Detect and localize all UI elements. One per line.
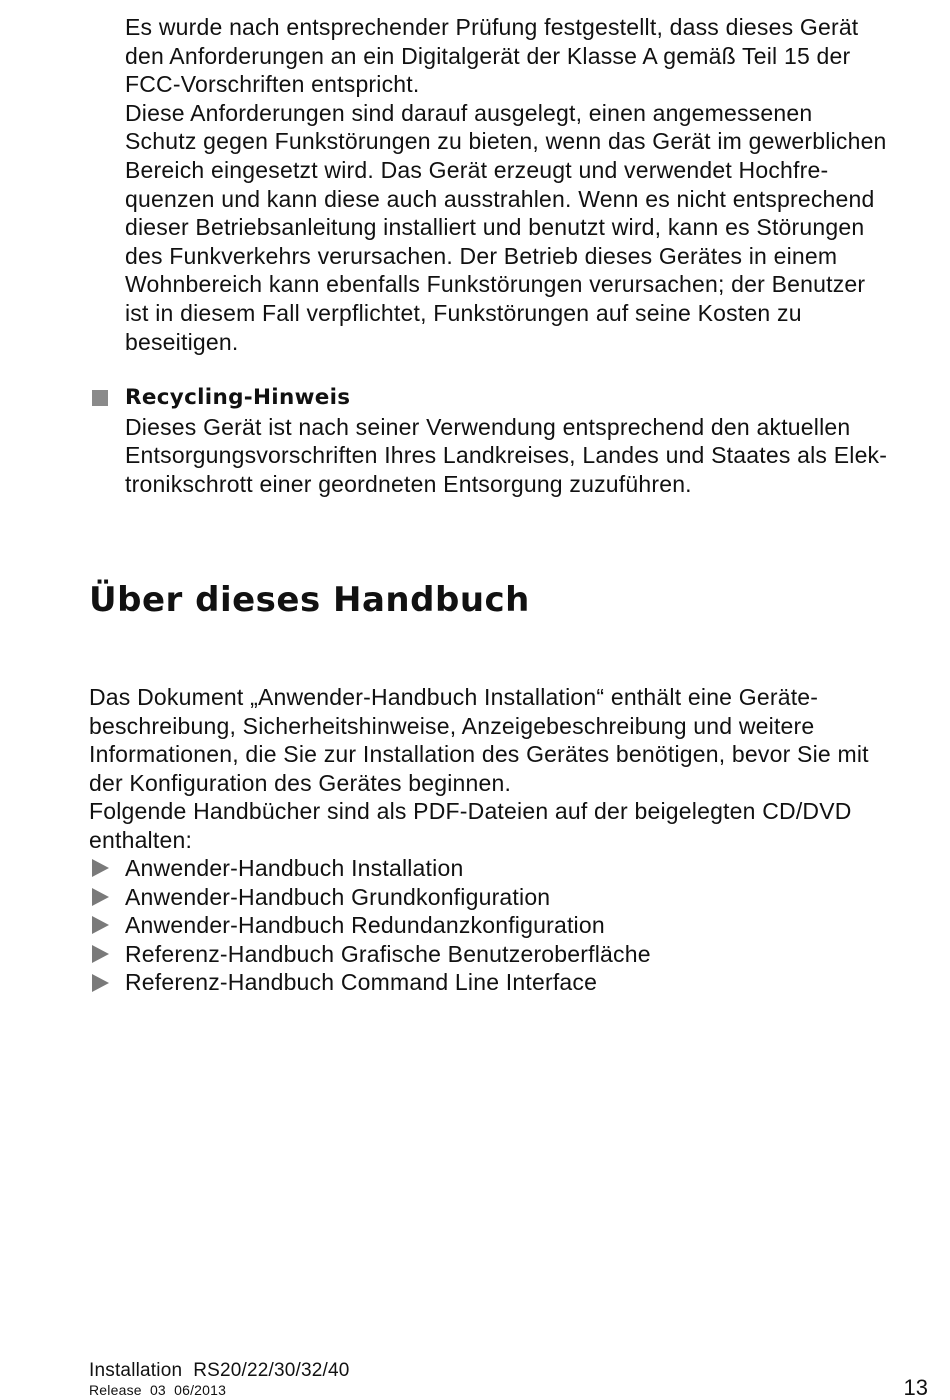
fcc-line: Diese Anforderungen sind darauf ausgelegt, einen angemessenen (125, 99, 813, 126)
triangle-bullet-icon (92, 945, 109, 963)
list-item (89, 854, 651, 883)
fcc-line: beseitigen. (125, 328, 239, 355)
fcc-notice (125, 13, 930, 356)
manual-title: Anwender-Handbuch Redundanzkonfiguration (125, 912, 605, 939)
manual-title: Referenz-Handbuch Command Line Interface (125, 969, 598, 996)
triangle-bullet-icon (92, 974, 109, 992)
page-number: 13 (903, 1375, 928, 1400)
list-item (89, 940, 651, 969)
section-title: Über dieses Handbuch (89, 580, 530, 620)
footer-release: Release 03 06/2013 (89, 1382, 227, 1398)
about-line: Folgende Handbücher sind als PDF-Dateien auf der beigelegten CD/DVD (89, 798, 852, 825)
about-line: Das Dokument „Anwender-Handbuch Installation“ enthält eine Geräte- (89, 684, 819, 710)
recycling-line: tronikschrott einer geordneten Entsorgung zuzuführen. (125, 470, 692, 497)
about-line: beschreibung, Sicherheitshinweise, Anzeigebeschreibung und weitere (89, 712, 815, 739)
fcc-line: Es wurde nach entsprechender Prüfung festgestellt, dass dieses Gerät (125, 14, 859, 40)
fcc-line: dieser Betriebsanleitung installiert und benutzt wird, kann es Störungen (125, 214, 865, 241)
about-manual-text (89, 683, 931, 855)
recycling-line: Entsorgungsvorschriften Ihres Landkreises, Landes und Staates als Elek- (125, 442, 888, 469)
recycling-notice (125, 384, 930, 498)
manual-list (89, 854, 651, 997)
triangle-bullet-icon (92, 888, 109, 906)
fcc-line: quenzen und kann diese auch ausstrahlen. Wenn es nicht entsprechend (125, 185, 875, 212)
recycling-line: Dieses Gerät ist nach seiner Verwendung entsprechend den aktuellen (125, 413, 851, 440)
triangle-bullet-icon (92, 916, 109, 934)
footer-document-title: Installation RS20/22/30/32/40 (89, 1360, 350, 1381)
fcc-line: Bereich eingesetzt wird. Das Gerät erzeugt und verwendet Hochfre- (125, 156, 829, 183)
triangle-bullet-icon (92, 859, 109, 877)
square-bullet-icon (92, 390, 108, 406)
fcc-line: Wohnbereich kann ebenfalls Funkstörungen verursachen; der Benutzer (125, 271, 866, 298)
manual-title: Anwender-Handbuch Grundkonfiguration (125, 883, 551, 910)
list-item (89, 968, 651, 997)
manual-title: Referenz-Handbuch Grafische Benutzeroberfläche (125, 940, 651, 967)
fcc-line: Schutz gegen Funkstörungen zu bieten, wenn das Gerät im gewerblichen (125, 128, 887, 155)
manual-title: Anwender-Handbuch Installation (125, 855, 464, 881)
fcc-line: des Funkverkehrs verursachen. Der Betrieb dieses Gerätes in einem (125, 242, 838, 269)
fcc-line: FCC-Vorschriften entspricht. (125, 71, 420, 98)
about-line: Informationen, die Sie zur Installation des Gerätes benötigen, bevor Sie mit (89, 741, 869, 768)
about-line: der Konfiguration des Gerätes beginnen. (89, 769, 512, 796)
about-line: enthalten: (89, 826, 193, 853)
recycling-heading: Recycling-Hinweis (125, 385, 351, 410)
list-item (89, 883, 651, 912)
list-item (89, 911, 651, 940)
fcc-line: den Anforderungen an ein Digitalgerät der Klasse A gemäß Teil 15 der (125, 42, 851, 69)
fcc-line: ist in diesem Fall verpflichtet, Funkstörungen auf seine Kosten zu (125, 299, 802, 326)
